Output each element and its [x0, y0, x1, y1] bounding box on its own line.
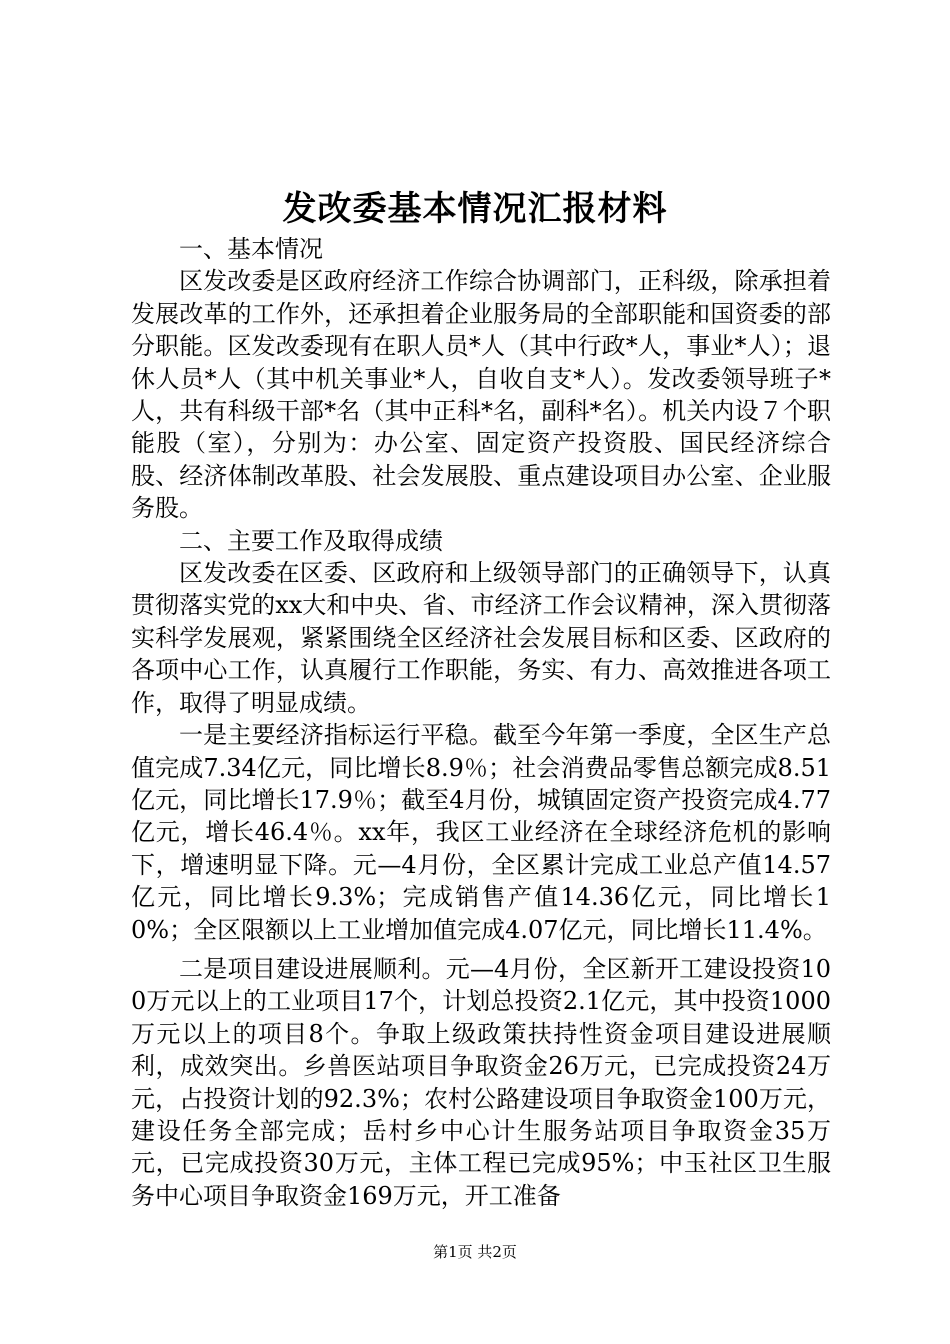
paragraph-project-construction: 二是项目建设进展顺利。元—4月份，全区新开工建设投资100万元以上的工业项目17个，计划总投资2.1亿元，其中投资1000万元以上的项目8个。争取上级政策扶持性资金项目建设进展顺利，成效突出。乡兽医站项目争取资金26万元，已完成投资24万元，占投资计划的92.3%；农村公路建设项目争取资金100万元，建设任务全部完成；岳村乡中心计生服务站项目争取资金35万元，已完成投资30万元，主体工程已完成95%；中玉社区卫生服务中心项目争取资金169万元，开工准备	[131, 954, 831, 1210]
paragraph-leadership: 区发改委在区委、区政府和上级领导部门的正确领导下，认真贯彻落实党的xx大和中央、省、市经济工作会议精神，深入贯彻落实科学发展观，紧紧围绕全区经济社会发展目标和区委、区政府的各项中心工作，认真履行工作职能，务实、有力、高效推进各项工作，取得了明显成绩。	[131, 559, 831, 717]
section-heading-achievements: 二、主要工作及取得成绩	[179, 526, 443, 555]
page-footer: 第1页 共2页	[433, 1243, 517, 1261]
page-title: 发改委基本情况汇报材料	[282, 189, 668, 229]
document-body	[131, 233, 831, 1212]
section-heading-basic: 一、基本情况	[179, 235, 323, 263]
paragraph-economic-indicators: 一是主要经济指标运行平稳。截至今年第一季度，全区生产总值完成7.34亿元，同比增长8.9％；社会消费品零售总额完成8.51亿元，同比增长17.9％；截至4月份，城镇固定资产投资完成4.77亿元，增长46.4％。xx年，我区工业经济在全球经济危机的影响下，增速明显下降。元—4月份，全区累计完成工业总产值14.57亿元，同比增长9.3%；完成销售产值14.36亿元，同比增长10%；全区限额以上工业增加值完成4.07亿元，同比增长11.4%。	[131, 721, 831, 944]
paragraph-basic-info: 区发改委是区政府经济工作综合协调部门，正科级，除承担着发展改革的工作外，还承担着企业服务局的全部职能和国资委的部分职能。区发改委现有在职人员*人（其中行政*人，事业*人）；退休人员*人（其中机关事业*人，自收自支*人）。发改委领导班子*人，共有科级干部*名（其中正科*名，副科*名）。机关内设７个职能股（室），分别为：办公室、固定资产投资股、国民经济综合股、经济体制改革股、社会发展股、重点建设项目办公室、企业服务股。	[131, 267, 831, 523]
